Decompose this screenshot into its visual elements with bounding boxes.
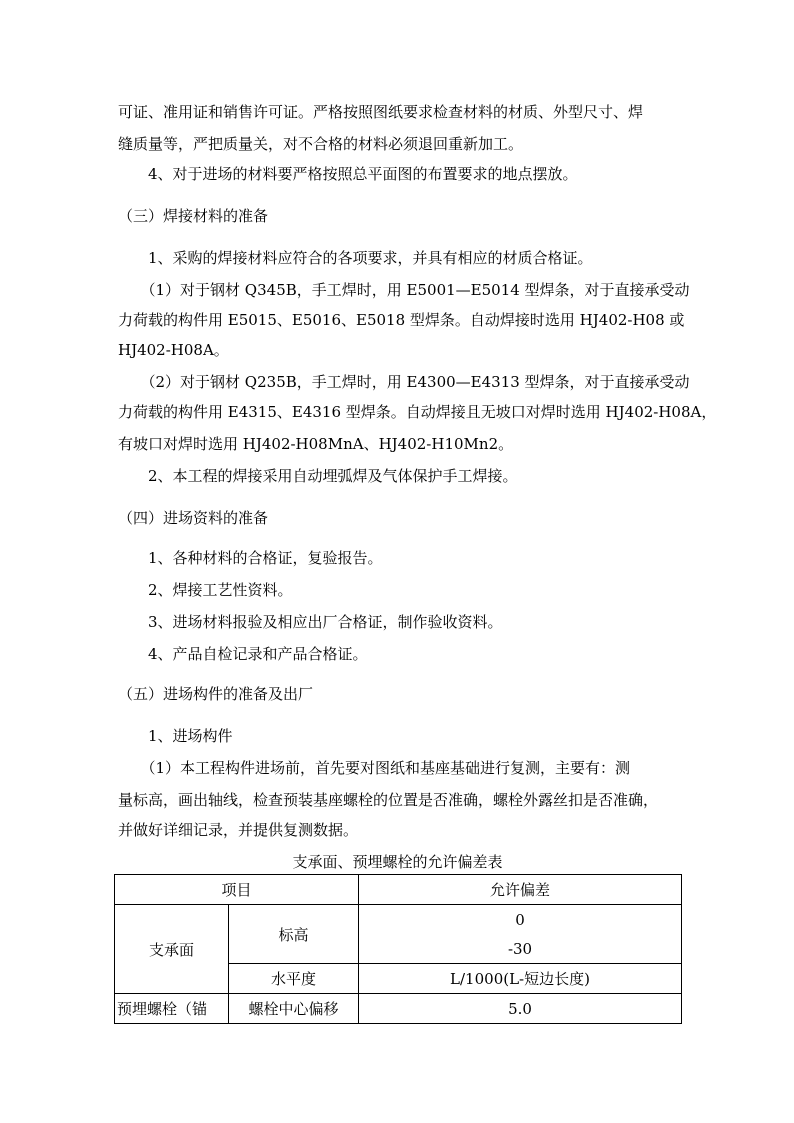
paragraph-line: 可证、准用证和销售许可证。严格按照图纸要求检查材料的材质、外型尺寸、焊	[118, 103, 644, 121]
table-row	[115, 905, 682, 935]
paragraph-line: （1）对于钢材 Q345B，手工焊时，用 E5001—E5014 型焊条，对于直接承受动	[118, 281, 690, 299]
section-heading: （五）进场构件的准备及出厂	[118, 685, 314, 703]
elevation-lower-cell: -30	[359, 934, 682, 964]
paragraph-line: 4、对于进场的材料要严格按照总平面图的布置要求的地点摆放。	[118, 165, 578, 183]
paragraph-line: 1、各种材料的合格证，复验报告。	[118, 549, 383, 567]
paragraph-line: 量标高，画出轴线，检查预装基座螺栓的位置是否准确，螺栓外露丝扣是否准确，	[118, 791, 659, 809]
paragraph-line: 并做好详细记录，并提供复测数据。	[118, 821, 359, 839]
table-header-row	[115, 875, 682, 905]
paragraph-line: 3、进场材料报验及相应出厂合格证，制作验收资料。	[118, 613, 503, 631]
paragraph-line: 缝质量等，严把质量关，对不合格的材料必须退回重新加工。	[118, 135, 524, 153]
paragraph-line: 有坡口对焊时选用 HJ402-H08MnA、HJ402-H10Mn2。	[118, 435, 514, 453]
paragraph-line: 1、进场构件	[118, 727, 233, 745]
paragraph-line: 力荷载的构件用 E4315、E4316 型焊条。自动焊接且无坡口对焊时选用 HJ402-H08A，	[118, 403, 717, 421]
paragraph-line: 2、本工程的焊接采用自动埋弧焊及气体保护手工焊接。	[118, 467, 518, 485]
bolt-center-value-cell: 5.0	[359, 994, 682, 1024]
elevation-label-cell: 标高	[229, 905, 359, 964]
support-group-cell: 支承面	[115, 905, 229, 994]
levelness-value-cell: L/1000(L-短边长度)	[359, 964, 682, 994]
tolerance-table	[114, 874, 682, 1024]
paragraph-line: 力荷载的构件用 E5015、E5016、E5018 型焊条。自动焊接时选用 HJ402-H08 或	[118, 311, 685, 329]
elevation-upper-cell: 0	[359, 905, 682, 935]
paragraph-line: （2）对于钢材 Q235B，手工焊时，用 E4300—E4313 型焊条，对于直接承受动	[118, 373, 690, 391]
paragraph-line: 1、采购的焊接材料应符合的各项要求，并具有相应的材质合格证。	[118, 249, 593, 267]
paragraph-line: HJ402-H08A。	[118, 341, 229, 359]
header-item: 项目	[115, 875, 359, 905]
header-tolerance: 允许偏差	[359, 875, 682, 905]
section-heading: （三）焊接材料的准备	[118, 207, 269, 225]
section-heading: （四）进场资料的准备	[118, 509, 269, 527]
paragraph-line: （1）本工程构件进场前，首先要对图纸和基座基础进行复测，主要有：测	[118, 759, 631, 777]
bolt-group-cell: 预埋螺栓（锚	[115, 994, 229, 1024]
table-row	[115, 994, 682, 1024]
levelness-label-cell: 水平度	[229, 964, 359, 994]
paragraph-line: 4、产品自检记录和产品合格证。	[118, 645, 368, 663]
paragraph-line: 2、焊接工艺性资料。	[118, 581, 293, 599]
table-caption: 支承面、预埋螺栓的允许偏差表	[292, 853, 503, 871]
bolt-center-label-cell: 螺栓中心偏移	[229, 994, 359, 1024]
